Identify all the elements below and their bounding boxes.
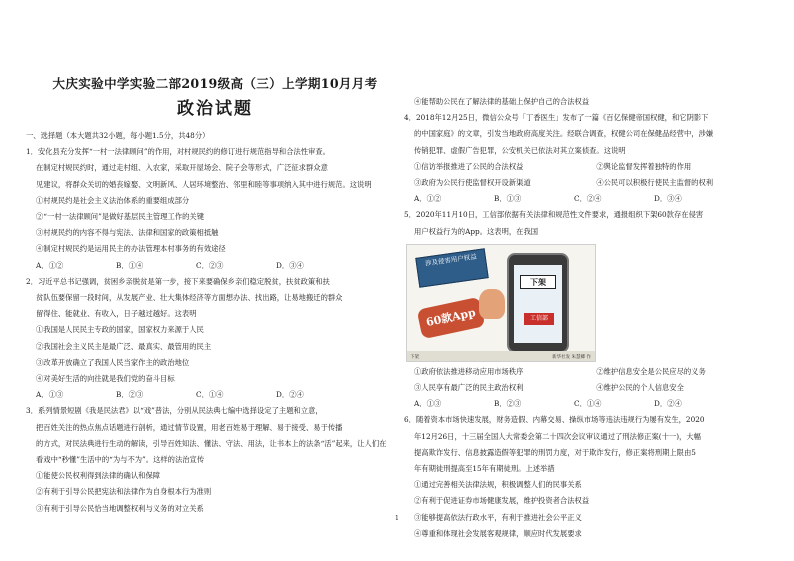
warning-sign — [415, 248, 488, 287]
question-stem: 年有期徒刑提高至15年有期徒刑。上述举措 — [414, 464, 555, 474]
phone-icon — [507, 253, 569, 353]
choice-b[interactable]: B．②③ — [116, 390, 144, 400]
statement-option: ①我国是人民民主专政的国家，国家权力来源于人民 — [36, 325, 204, 335]
question-stem: 用户权益行为的App。这表明，在我国 — [414, 226, 539, 236]
choice-a[interactable]: A．①③ — [36, 390, 64, 400]
statement-option: ①信访举报推进了公民的合法权益 — [414, 161, 524, 171]
question-4 — [404, 110, 776, 207]
cartoon-illustration — [406, 244, 596, 362]
question-stem: 年12月26日，十三届全国人大常委会第二十四次会议审议通过了刑法修正案(十一)，大幅 — [414, 431, 701, 441]
question-stem: 3．系列情景短剧《我是民法君》以“戏”普法，分别从民法典七编中选择设定了主题和立意， — [26, 406, 323, 416]
question-stem: 看戏中“秒懂”生活中的“为与不为”。这样的法治宣传 — [36, 455, 205, 465]
statement-option: ①通过完善相关法律法规，积极调整人们的民事关系 — [414, 480, 582, 490]
left-column — [26, 128, 398, 517]
page-number: 1 — [395, 515, 399, 522]
question-stem: 提高欺诈发行、信息披露造假等犯罪的刑罚力度，对于欺诈发行，修正案将刑期上限由5 — [414, 447, 696, 457]
choice-a[interactable]: A．①② — [36, 260, 64, 270]
statement-option: ②有利于促进证券市场健康发展，维护投资者合法权益 — [414, 496, 590, 506]
choice-a[interactable]: A．①③ — [414, 399, 442, 409]
statement-row — [404, 159, 776, 175]
choice-c[interactable]: C．②③ — [196, 260, 224, 270]
subject-title: 政治试题 — [177, 99, 253, 119]
caption-credit: 新华社发 朱慧卿 作 — [552, 354, 591, 360]
statement-option: ③村规民约的内容不得与宪法、法律和国家的政策相抵触 — [36, 228, 219, 238]
choice-b[interactable]: B．②③ — [494, 399, 522, 409]
statement-option: ③能够提高依法行政水平，有利于推进社会公平正义 — [414, 512, 582, 522]
app-box: 60款App — [417, 297, 486, 340]
statement-option: ④能帮助公民在了解法律的基础上保护自己的合法权益 — [414, 97, 590, 106]
choice-a[interactable]: A．①② — [414, 194, 442, 204]
answer-choices — [26, 387, 398, 403]
question-stem: 留得住、能就业、有收入，日子越过越好。这表明 — [36, 309, 197, 319]
remove-label: 下架 — [520, 275, 556, 289]
choice-d[interactable]: D．②④ — [276, 390, 304, 400]
question-5 — [404, 207, 776, 412]
statement-option: ④对美好生活的向往就是我们党的奋斗目标 — [36, 374, 175, 384]
question-stem: 5．2020年11月10日，工信部依据有关法律和规范性文件要求，通报组织下架60款存在侵害 — [404, 210, 704, 220]
question-stem: 传销犯罪、虚假广告犯罪，公安机关已依法对其立案侦查。这说明 — [414, 145, 626, 155]
statement-option: ①能使公民权利得到法律的确认和保障 — [36, 471, 161, 481]
statement-row — [404, 380, 776, 396]
statement-option: ③人民享有最广泛的民主政治权利 — [414, 383, 524, 393]
statement-option: ③有利于引导公民恰当地调整权利与义务的对立关系 — [36, 503, 204, 513]
statement-option: ③政府为公民行使监督权开设新渠道 — [414, 178, 531, 188]
question-1 — [26, 144, 398, 274]
question-stem: 见建议，将群众关切的婚丧嫁娶、文明新风、人居环境整治、邻里和睦等事项纳入其中进行规范。这说明 — [36, 179, 372, 189]
question-6 — [404, 412, 776, 542]
statement-row — [404, 364, 776, 380]
ministry-badge: 工信部 — [524, 313, 554, 325]
question-stem: 贫队伍要保留一段时间，从发展产业、壮大集体经济等方面想办法、找出路，让易地搬迁的群众 — [36, 293, 343, 303]
question-2 — [26, 274, 398, 404]
choice-d[interactable]: D．②④ — [654, 399, 682, 409]
question-stem: 4．2018年12月25日，微信公众号「丁香医生」发布了一篇《百亿保健帝国权健，和它阴影下 — [404, 113, 709, 123]
choice-c[interactable]: C．②④ — [574, 194, 602, 204]
statement-option: ②舆论监督发挥着独特的作用 — [596, 161, 692, 171]
question-stem: 的方式，对民法典进行生动的解读，引导百姓知法、懂法、守法、用法，让书本上的法条“活”起来，让人们在 — [36, 438, 387, 448]
statement-option: ②维护信息安全是公民应尽的义务 — [596, 366, 706, 376]
statement-option: ①政府依法推进移动应用市场秩序 — [414, 366, 524, 376]
statement-option: ④维护公民的个人信息安全 — [596, 383, 684, 393]
hand-icon — [479, 289, 505, 319]
statement-option: ①村规民约是社会主义法治体系的重要组成部分 — [36, 195, 190, 205]
answer-choices — [404, 191, 776, 207]
phone-screen — [514, 265, 562, 343]
choice-b[interactable]: B．①④ — [116, 260, 144, 270]
right-column — [404, 94, 776, 542]
answer-choices — [26, 258, 398, 274]
statement-option: ④公民可以积极行使民主监督的权利 — [596, 178, 714, 188]
statement-option: ②“一村一法律顾问”是做好基层民主管理工作的关键 — [36, 212, 204, 222]
caption-left: 下架 — [410, 354, 419, 360]
question-stem: 的中国家庭》的文章，引发当地政府高度关注。经联合调查，权健公司在保健品经营中，涉嫌 — [414, 129, 714, 139]
exam-title: 大庆实验中学实验二部2019级高（三）上学期10月月考 — [52, 76, 378, 91]
choice-b[interactable]: B．①③ — [494, 194, 522, 204]
question-3 — [26, 403, 398, 516]
question-stem: 2．习近平总书记强调，贫困乡亲脱贫是第一步，接下来要确保乡亲们稳定脱贫，扶贫政策和扶 — [26, 276, 330, 286]
choice-d[interactable]: D．③④ — [276, 260, 304, 270]
choice-d[interactable]: D．③④ — [654, 194, 682, 204]
choice-c[interactable]: C．①④ — [196, 390, 224, 400]
statement-option: ④尊重和体现社会发展客观规律，顺应时代发展要求 — [414, 528, 582, 538]
sign-text: 涉及侵害用户权益 — [424, 252, 478, 268]
question-stem: 在制定村规民约时，通过走村组、入农家，采取开屋场会、院子会等形式，广泛征求群众意 — [36, 163, 328, 173]
statement-option: ④制定村规民约是运用民主的办法管理本村事务的有效途径 — [36, 244, 226, 254]
section-heading: 一、选择题（本大题共32小题，每小题1.5分，共48分） — [26, 131, 210, 140]
statement-option: ③改革开放确立了我国人民当家作主的政治地位 — [36, 357, 190, 367]
statement-row — [404, 175, 776, 191]
question-stem: 6．随着资本市场快速发展，财务造假、内幕交易、操纵市场等违法违规行为屡有发生，2020 — [404, 415, 705, 425]
question-stem: 把百姓关注的热点焦点话题进行剖析，通过情节设置，用老百姓易于理解、易于接受、易于传播 — [36, 422, 343, 432]
question-stem: 1．安化县充分发挥“一村一法律顾问”的作用，对村规民约的修订进行规范指导和合法性审查。 — [26, 147, 330, 157]
choice-c[interactable]: C．①④ — [574, 399, 602, 409]
statement-option: ②我国社会主义民主是最广泛、最真实、最管用的民主 — [36, 341, 212, 351]
answer-choices — [404, 396, 776, 412]
statement-option: ②有利于引导公民把宪法和法律作为自身根本行为准则 — [36, 487, 212, 497]
